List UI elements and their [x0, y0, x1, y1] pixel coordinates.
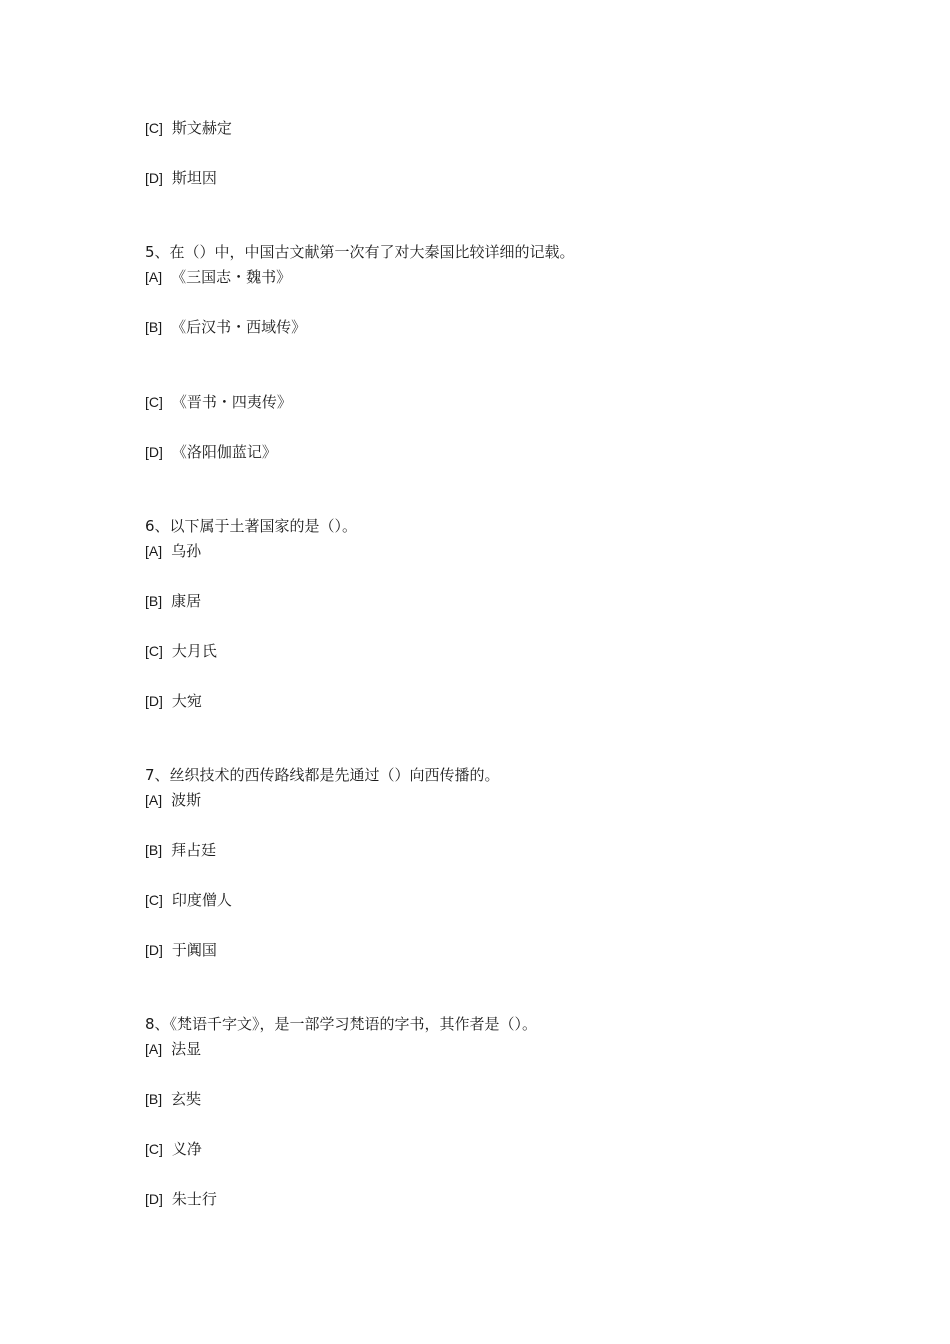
option-label: [A] — [145, 269, 163, 285]
option-label: [C] — [145, 892, 163, 908]
option-label: [A] — [145, 792, 163, 808]
option-label: [D] — [145, 693, 163, 709]
option-label: [D] — [145, 444, 163, 460]
option-text: 斯文赫定 — [171, 119, 232, 137]
question-7-option-b — [145, 840, 216, 860]
question-6-stem: 6、以下属于土著国家的是（）。 — [145, 517, 358, 535]
question-6-option-a — [145, 541, 201, 561]
question-8-option-c — [145, 1139, 202, 1159]
option-label: [D] — [145, 170, 163, 186]
option-text: 法显 — [171, 1040, 202, 1058]
option-text: 《后汉书・西域传》 — [171, 318, 307, 336]
option-text: 朱士行 — [171, 1190, 217, 1208]
question-6-option-d — [145, 691, 202, 711]
question-7-option-d — [145, 940, 217, 960]
option-label: [A] — [145, 1041, 163, 1057]
option-label: [D] — [145, 1191, 163, 1207]
option-d — [145, 168, 217, 188]
option-text: 拜占廷 — [171, 841, 217, 859]
option-label: [D] — [145, 942, 163, 958]
option-label: [C] — [145, 394, 163, 410]
option-text: 大月氏 — [171, 642, 217, 660]
option-text: 康居 — [171, 592, 202, 610]
option-text: 斯坦因 — [171, 169, 217, 187]
question-5-option-b — [145, 317, 306, 337]
question-7-option-c — [145, 890, 232, 910]
option-text: 《三国志・魏书》 — [171, 268, 292, 286]
option-text: 乌孙 — [171, 542, 202, 560]
option-text: 于阗国 — [171, 941, 217, 959]
option-text: 《晋书・四夷传》 — [171, 393, 292, 411]
question-6-option-c — [145, 641, 217, 661]
option-label: [C] — [145, 1141, 163, 1157]
question-8-option-b — [145, 1089, 201, 1109]
option-label: [B] — [145, 842, 163, 858]
question-7-option-a — [145, 790, 201, 810]
option-text: 波斯 — [171, 791, 202, 809]
question-7-stem: 7、丝织技术的西传路线都是先通过（）向西传播的。 — [145, 766, 500, 784]
question-5-stem: 5、在（）中，中国古文献第一次有了对大秦国比较详细的记载。 — [145, 243, 575, 261]
question-5-option-a — [145, 267, 291, 287]
option-text: 大宛 — [171, 692, 202, 710]
option-label: [C] — [145, 643, 163, 659]
option-text: 义净 — [171, 1140, 202, 1158]
question-8-option-d — [145, 1189, 217, 1209]
option-label: [C] — [145, 120, 163, 136]
option-text: 印度僧人 — [171, 891, 232, 909]
option-c — [145, 118, 232, 138]
question-6-option-b — [145, 591, 201, 611]
option-text: 《洛阳伽蓝记》 — [171, 443, 277, 461]
option-text: 玄奘 — [171, 1090, 202, 1108]
question-8-stem: 8、《梵语千字文》，是一部学习梵语的字书，其作者是（）。 — [145, 1015, 538, 1033]
question-8-option-a — [145, 1039, 201, 1059]
question-5-option-d — [145, 442, 277, 462]
option-label: [B] — [145, 593, 163, 609]
option-label: [B] — [145, 319, 163, 335]
option-label: [B] — [145, 1091, 163, 1107]
option-label: [A] — [145, 543, 163, 559]
question-5-option-c — [145, 392, 292, 412]
